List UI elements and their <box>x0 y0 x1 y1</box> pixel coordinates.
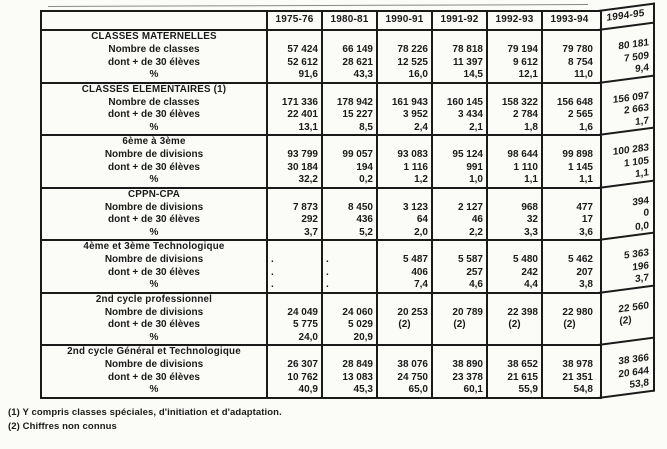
skew-section <box>598 232 653 292</box>
value-cell: 3,7 <box>635 272 649 286</box>
section-title-row <box>42 136 600 149</box>
table-row <box>42 279 600 292</box>
table-row <box>42 359 600 372</box>
value-cell: 5 462 <box>541 254 596 267</box>
value-cell: 1,0 <box>431 174 486 187</box>
empty-cell <box>486 31 541 44</box>
value-cell: 3 434 <box>431 109 486 122</box>
row-label: Nombre de divisions <box>104 201 204 213</box>
empty-cell <box>376 189 431 202</box>
section-title: CPPN-CPA <box>127 188 181 200</box>
skew-section <box>598 22 653 82</box>
value-cell: 24 060 <box>321 307 376 320</box>
table-row <box>42 227 600 240</box>
value-cell: 43,3 <box>321 69 376 82</box>
empty-cell <box>266 189 321 202</box>
value-cell: 4,4 <box>486 279 541 292</box>
value-cell <box>541 332 596 345</box>
value-cell: 64 <box>376 214 431 227</box>
value-cell: 5 775 <box>266 319 321 332</box>
value-cell: 54,8 <box>541 384 596 397</box>
value-cell: 3,8 <box>541 279 596 292</box>
empty-cell <box>541 346 596 359</box>
value-cell: 2 663 <box>623 102 649 117</box>
value-cell: 46 <box>431 214 486 227</box>
value-cell: 38 366 <box>618 352 649 368</box>
value-cell: 24,0 <box>266 332 321 345</box>
empty-cell <box>376 294 431 307</box>
row-label: % <box>149 331 159 343</box>
value-cell: 4,6 <box>431 279 486 292</box>
value-cell: 1,1 <box>635 167 649 181</box>
value-cell: 3,6 <box>541 227 596 240</box>
value-cell: 21 615 <box>486 372 541 385</box>
value-cell: 78 818 <box>431 44 486 57</box>
value-cell: 5 029 <box>321 319 376 332</box>
value-cell: 24 049 <box>266 307 321 320</box>
table-section <box>42 239 600 292</box>
value-cell: 1 145 <box>541 162 596 175</box>
empty-cell <box>321 189 376 202</box>
year-header: 1975-76 <box>266 12 321 29</box>
value-cell: 292 <box>266 214 321 227</box>
empty-cell <box>431 294 486 307</box>
year-header: 1991-92 <box>431 12 486 29</box>
value-cell: 38 076 <box>376 359 431 372</box>
row-label: % <box>149 69 159 80</box>
value-cell: . <box>266 254 321 267</box>
empty-cell <box>376 84 431 97</box>
row-label: Nombre de divisions <box>104 254 204 265</box>
empty-cell <box>266 346 321 359</box>
skewed-last-column <box>598 2 655 399</box>
table-row <box>42 162 600 175</box>
value-cell: 156 097 <box>612 89 649 106</box>
value-cell: 394 <box>632 194 649 208</box>
empty-cell <box>431 189 486 202</box>
table-row <box>42 214 600 227</box>
section-title: 2nd cycle Général et Technologique <box>67 346 241 357</box>
value-cell: 99 898 <box>541 149 596 162</box>
row-label: dont + de 30 élèves <box>108 161 200 173</box>
value-cell <box>486 332 541 345</box>
value-cell: 161 943 <box>376 97 431 110</box>
value-cell: 66 149 <box>321 44 376 57</box>
value-cell: 436 <box>321 214 376 227</box>
table-section <box>42 82 600 135</box>
value-cell: 98 644 <box>486 149 541 162</box>
value-cell: 32,2 <box>266 174 321 187</box>
table-section <box>42 134 600 187</box>
value-cell: 55,9 <box>486 384 541 397</box>
empty-cell <box>376 241 431 254</box>
value-cell: 40,9 <box>266 384 321 397</box>
table-row <box>42 202 600 215</box>
value-cell: 7 873 <box>266 202 321 215</box>
empty-cell <box>431 136 486 149</box>
row-label: % <box>149 174 159 185</box>
value-cell: 20,9 <box>321 332 376 345</box>
value-cell: 0,2 <box>321 174 376 187</box>
footnote-1: (1) Y compris classes spéciales, d'initiation et d'adaptation. <box>8 407 282 418</box>
value-cell: 26 307 <box>266 359 321 372</box>
value-cell: 3 952 <box>376 109 431 122</box>
row-label: Nombre de divisions <box>104 306 204 318</box>
table-row <box>42 109 600 122</box>
value-cell: 257 <box>431 267 486 280</box>
value-cell: 11,0 <box>541 69 596 82</box>
empty-cell <box>266 31 321 44</box>
section-title-row <box>42 241 600 254</box>
value-cell: 2,1 <box>431 122 486 135</box>
value-cell: 28 849 <box>321 359 376 372</box>
value-cell: . <box>321 254 376 267</box>
value-cell: 52 612 <box>266 57 321 70</box>
row-label: % <box>149 384 159 395</box>
value-cell: 3,7 <box>266 227 321 240</box>
value-cell: 10 762 <box>266 372 321 385</box>
table-row <box>42 44 600 57</box>
skew-section <box>598 127 653 187</box>
value-cell: 38 652 <box>486 359 541 372</box>
year-header: 1992-93 <box>486 12 541 29</box>
value-cell: 1,7 <box>635 114 649 128</box>
value-cell: 0 <box>643 207 649 220</box>
value-cell: 95 124 <box>431 149 486 162</box>
empty-cell <box>431 346 486 359</box>
empty-cell <box>541 294 596 307</box>
footnotes <box>8 406 282 434</box>
section-title: CLASSES ELEMENTAIRES (1) <box>81 83 227 95</box>
value-cell: 8,5 <box>321 122 376 135</box>
skew-section <box>598 337 653 397</box>
empty-cell <box>431 241 486 254</box>
scan-artifact-line <box>48 4 588 7</box>
value-cell: 5,2 <box>321 227 376 240</box>
section-title: 6ème à 3ème <box>122 136 186 147</box>
table-row <box>42 69 600 82</box>
value-cell: . <box>266 279 321 292</box>
empty-cell <box>541 31 596 44</box>
value-cell: (2) <box>431 319 486 332</box>
table-row <box>42 174 600 187</box>
table-row <box>42 254 600 267</box>
empty-cell <box>266 241 321 254</box>
value-cell: 1,2 <box>376 174 431 187</box>
value-cell: 207 <box>541 267 596 280</box>
value-cell: 22 980 <box>541 307 596 320</box>
empty-cell <box>376 31 431 44</box>
value-cell: 156 648 <box>541 97 596 110</box>
value-cell: 12 525 <box>376 57 431 70</box>
empty-cell <box>266 84 321 97</box>
value-cell: 8 754 <box>541 57 596 70</box>
value-cell: 22 560 <box>618 299 649 315</box>
value-cell: 1,1 <box>486 174 541 187</box>
value-cell: 1,8 <box>486 122 541 135</box>
value-cell: . <box>321 279 376 292</box>
value-cell: 8 450 <box>321 202 376 215</box>
row-label: dont + de 30 élèves <box>108 266 200 278</box>
table-section <box>42 187 600 240</box>
value-cell: 2 127 <box>431 202 486 215</box>
section-title-row <box>42 31 600 44</box>
value-cell: 22 401 <box>266 109 321 122</box>
value-cell: 60,1 <box>431 384 486 397</box>
empty-cell <box>486 189 541 202</box>
table-section <box>42 292 600 345</box>
value-cell: 242 <box>486 267 541 280</box>
value-cell: 22 398 <box>486 307 541 320</box>
year-header: 1993-94 <box>541 12 596 29</box>
table-row <box>42 97 600 110</box>
value-cell <box>376 332 431 345</box>
skew-section <box>598 179 653 239</box>
value-cell: 194 <box>321 162 376 175</box>
value-cell: 11 397 <box>431 57 486 70</box>
value-cell: 3 123 <box>376 202 431 215</box>
table-row <box>42 372 600 385</box>
value-cell: 5 587 <box>431 254 486 267</box>
value-cell: 1 105 <box>623 154 649 170</box>
footnote-2: (2) Chiffres non connus <box>8 421 117 432</box>
value-cell: 13,1 <box>266 122 321 135</box>
value-cell: 38 978 <box>541 359 596 372</box>
value-cell: 38 890 <box>431 359 486 372</box>
value-cell <box>431 332 486 345</box>
value-cell: 53,8 <box>629 377 649 391</box>
value-cell: 99 057 <box>321 149 376 162</box>
row-label: dont + de 30 élèves <box>108 214 200 225</box>
empty-cell <box>321 346 376 359</box>
value-cell: 1 110 <box>486 162 541 175</box>
value-cell: 171 336 <box>266 97 321 110</box>
value-cell: (2) <box>541 319 596 332</box>
value-cell: 968 <box>486 202 541 215</box>
value-cell: 0,0 <box>635 219 649 233</box>
value-cell: 9 612 <box>486 57 541 70</box>
section-title-row <box>42 294 600 307</box>
value-cell: (2) <box>376 319 431 332</box>
empty-cell <box>321 241 376 254</box>
table-header-row <box>42 12 600 29</box>
value-cell: 5 487 <box>376 254 431 267</box>
value-cell: 2,4 <box>376 122 431 135</box>
section-title: 4ème et 3ème Technologique <box>83 241 225 252</box>
year-header: 1980-81 <box>321 12 376 29</box>
row-label: % <box>149 226 159 238</box>
value-cell: 100 283 <box>612 142 649 159</box>
value-cell: 1 116 <box>376 162 431 175</box>
value-cell: 30 184 <box>266 162 321 175</box>
empty-cell <box>266 294 321 307</box>
value-cell: . <box>266 267 321 280</box>
empty-cell <box>376 136 431 149</box>
empty-cell <box>321 136 376 149</box>
value-cell: 20 644 <box>618 364 649 380</box>
skew-section <box>598 74 653 134</box>
value-cell: 7,4 <box>376 279 431 292</box>
table-row <box>42 384 600 397</box>
empty-cell <box>266 136 321 149</box>
year-header: 1990-91 <box>376 12 431 29</box>
value-cell: 3,3 <box>486 227 541 240</box>
value-cell: 21 351 <box>541 372 596 385</box>
section-title-row <box>42 346 600 359</box>
value-cell: 93 799 <box>266 149 321 162</box>
empty-cell <box>486 136 541 149</box>
value-cell: . <box>321 267 376 280</box>
value-cell: 32 <box>486 214 541 227</box>
section-title-row <box>42 84 600 97</box>
skew-section <box>598 284 653 344</box>
empty-cell <box>486 294 541 307</box>
table-row <box>42 332 600 345</box>
value-cell: 406 <box>376 267 431 280</box>
empty-cell <box>376 346 431 359</box>
table-row <box>42 267 600 280</box>
value-cell: 20 253 <box>376 307 431 320</box>
empty-cell <box>321 84 376 97</box>
value-cell: 12,1 <box>486 69 541 82</box>
value-cell: 17 <box>541 214 596 227</box>
value-cell: 9,4 <box>635 62 649 76</box>
row-label: Nombre de classes <box>108 44 200 55</box>
table-row <box>42 319 600 332</box>
row-label: dont + de 30 élèves <box>108 371 200 383</box>
row-label: Nombre de divisions <box>104 149 204 160</box>
empty-cell <box>321 294 376 307</box>
year-header: 1994-95 <box>606 7 645 24</box>
empty-cell <box>431 31 486 44</box>
value-cell: 2 565 <box>541 109 596 122</box>
empty-cell <box>431 84 486 97</box>
empty-cell <box>486 84 541 97</box>
value-cell: 15 227 <box>321 109 376 122</box>
value-cell: 1,1 <box>541 174 596 187</box>
empty-cell <box>541 136 596 149</box>
table-row <box>42 307 600 320</box>
value-cell: 160 145 <box>431 97 486 110</box>
row-label: dont + de 30 élèves <box>108 319 200 330</box>
table-row <box>42 57 600 70</box>
value-cell: 2,0 <box>376 227 431 240</box>
empty-cell <box>541 84 596 97</box>
value-cell: 45,3 <box>321 384 376 397</box>
value-cell: (2) <box>619 314 632 328</box>
value-cell: 1,6 <box>541 122 596 135</box>
empty-cell <box>541 189 596 202</box>
value-cell: 2 784 <box>486 109 541 122</box>
value-cell: 991 <box>431 162 486 175</box>
value-cell: 78 226 <box>376 44 431 57</box>
table-section <box>42 344 600 397</box>
table-corner-cell <box>42 12 266 29</box>
value-cell: 2,2 <box>431 227 486 240</box>
value-cell: 14,5 <box>431 69 486 82</box>
section-title: CLASSES MATERNELLES <box>91 31 217 42</box>
table-row <box>42 122 600 135</box>
value-cell: 91,6 <box>266 69 321 82</box>
row-label: % <box>149 279 159 290</box>
table-section <box>42 29 600 82</box>
value-cell: 5 363 <box>623 247 649 262</box>
value-cell: 477 <box>541 202 596 215</box>
empty-cell <box>486 346 541 359</box>
value-cell: 28 621 <box>321 57 376 70</box>
value-cell: 79 194 <box>486 44 541 57</box>
row-label: dont + de 30 élèves <box>108 109 200 120</box>
value-cell: 178 942 <box>321 97 376 110</box>
row-label: Nombre de classes <box>108 96 200 108</box>
row-label: Nombre de divisions <box>104 359 204 370</box>
value-cell: 16,0 <box>376 69 431 82</box>
row-label: % <box>149 121 159 133</box>
empty-cell <box>486 241 541 254</box>
value-cell: 93 083 <box>376 149 431 162</box>
value-cell: 23 378 <box>431 372 486 385</box>
value-cell: 80 181 <box>618 37 649 53</box>
value-cell: 7 509 <box>623 49 649 65</box>
section-title: 2nd cycle professionnel <box>95 293 213 305</box>
empty-cell <box>541 241 596 254</box>
row-label: dont + de 30 élèves <box>108 56 200 68</box>
statistics-table <box>40 10 602 399</box>
value-cell: 13 083 <box>321 372 376 385</box>
section-title-row <box>42 189 600 202</box>
value-cell: 196 <box>632 259 649 273</box>
value-cell: 65,0 <box>376 384 431 397</box>
value-cell: 5 480 <box>486 254 541 267</box>
value-cell: (2) <box>486 319 541 332</box>
value-cell: 57 424 <box>266 44 321 57</box>
value-cell: 158 322 <box>486 97 541 110</box>
value-cell: 20 789 <box>431 307 486 320</box>
value-cell: 79 780 <box>541 44 596 57</box>
value-cell: 24 750 <box>376 372 431 385</box>
empty-cell <box>321 31 376 44</box>
table-row <box>42 149 600 162</box>
